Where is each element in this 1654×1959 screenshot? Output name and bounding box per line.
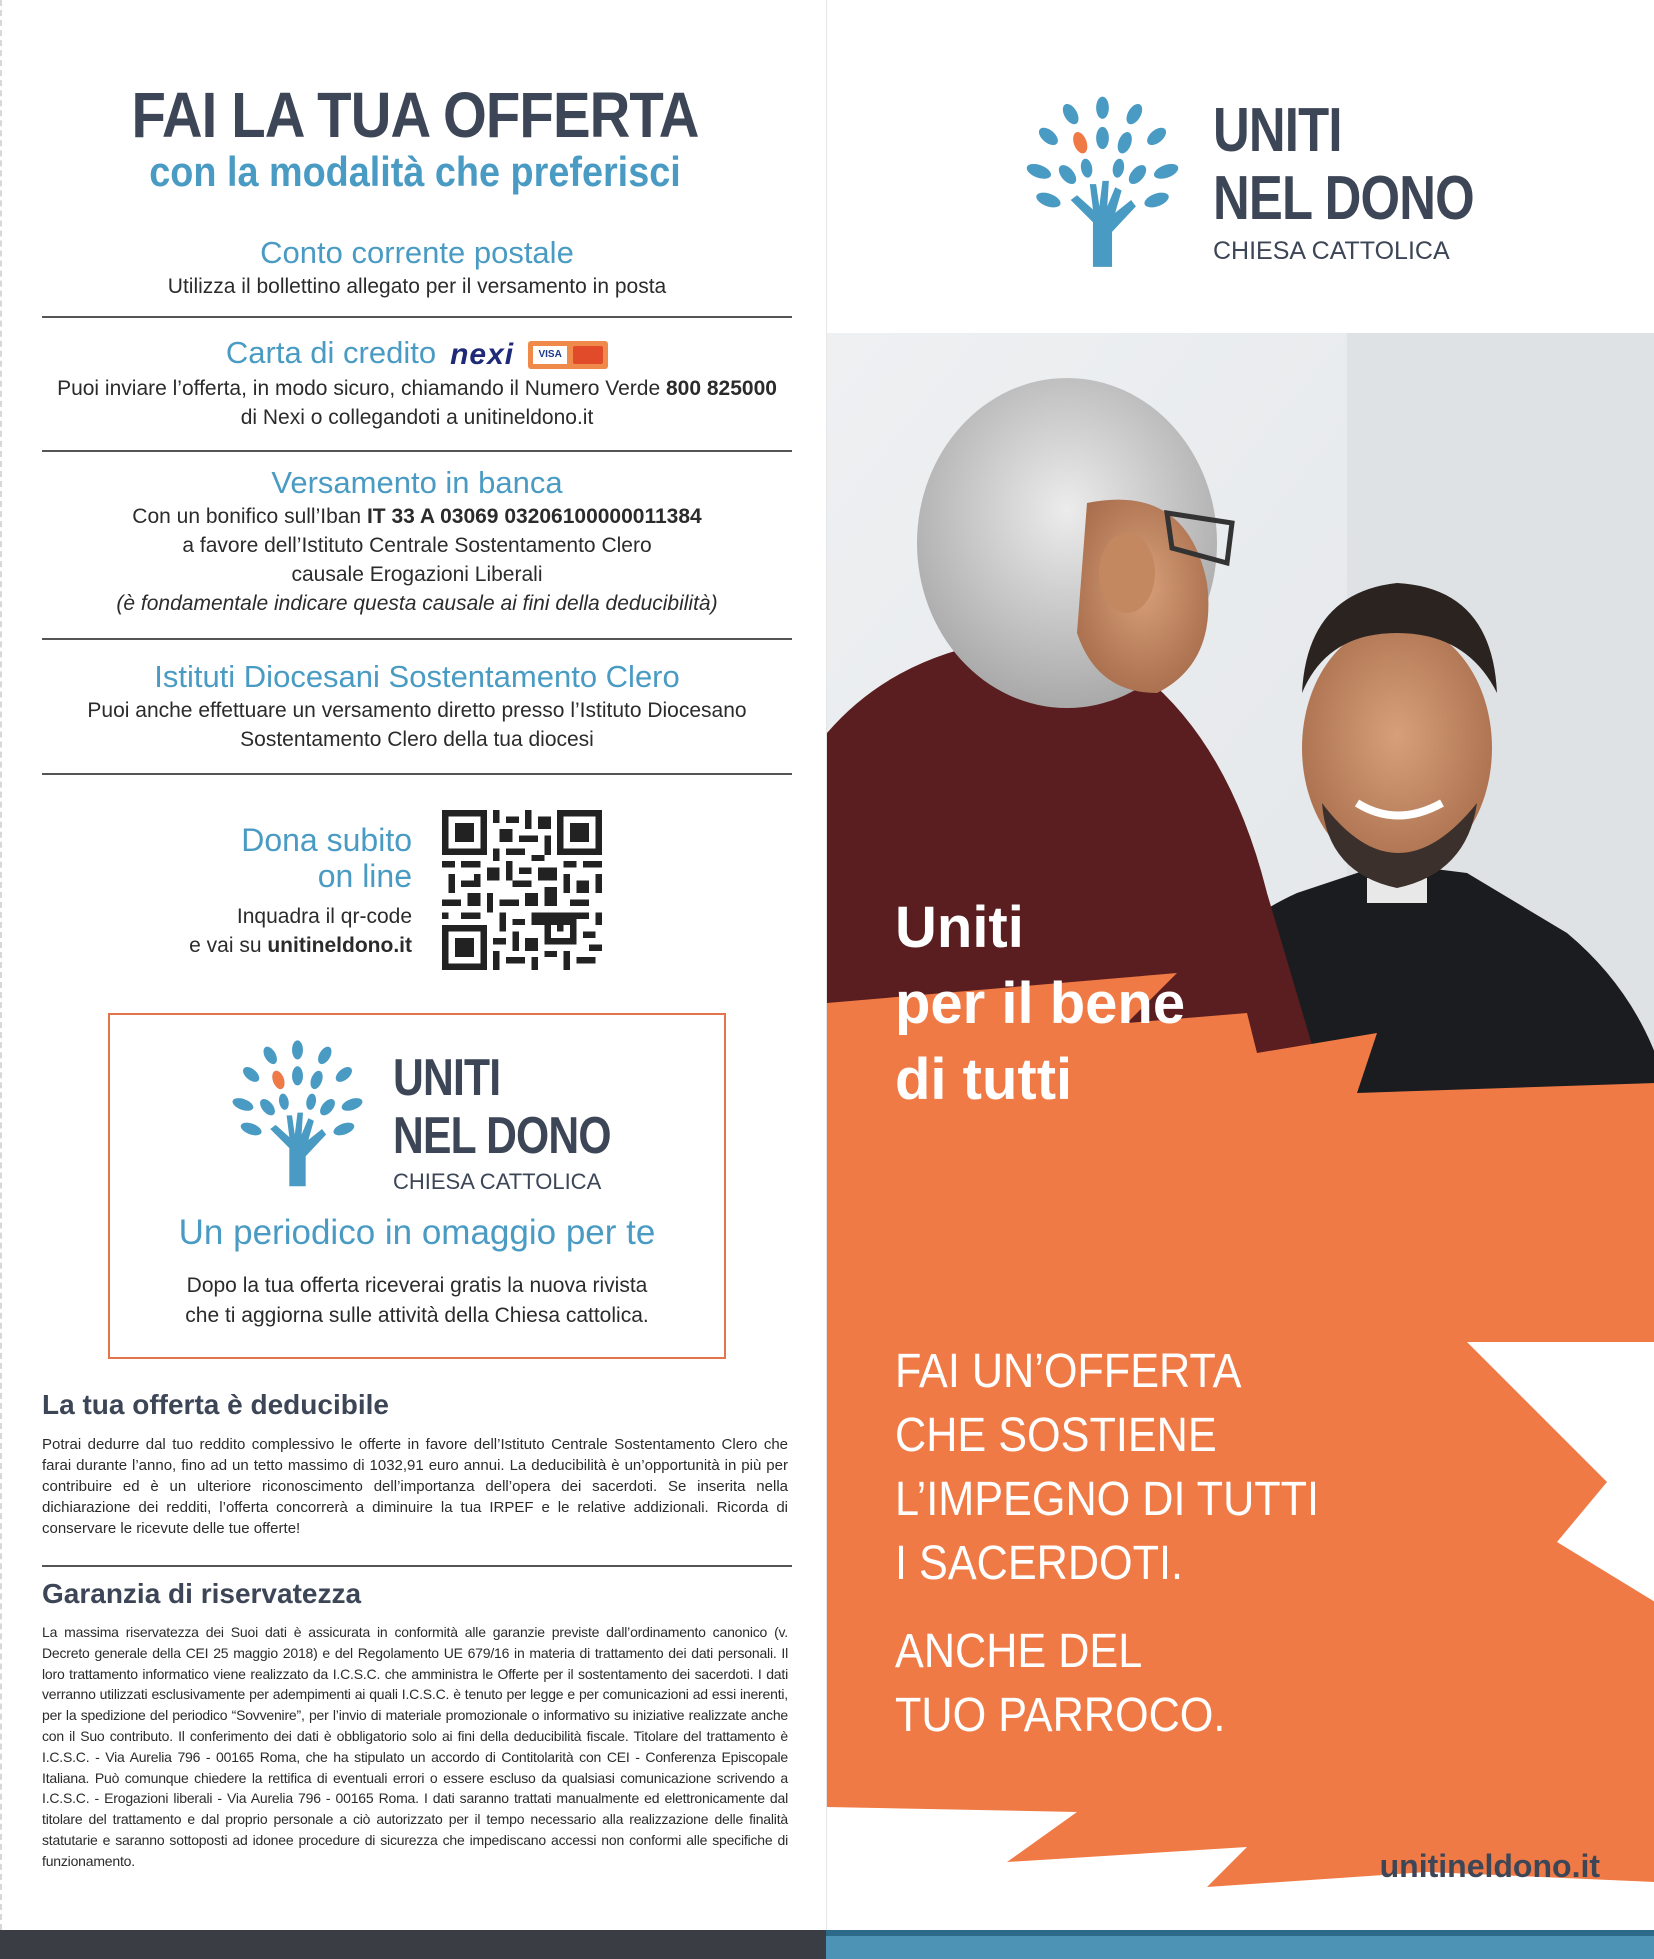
headline-1: Uniti bbox=[895, 895, 1024, 960]
dona-text-1: Inquadra il qr-code bbox=[236, 905, 412, 928]
logo-text bbox=[393, 1049, 659, 1195]
dona-site: unitineldono.it bbox=[267, 934, 412, 957]
logo-uniti: UNITI bbox=[1213, 96, 1342, 165]
divider bbox=[42, 773, 792, 775]
riservatezza-heading: Garanzia di riservatezza bbox=[42, 1578, 362, 1609]
divider bbox=[42, 316, 792, 318]
diocesani-text-1: Puoi anche effettuare un versamento diretto presso l’Istituto Diocesano bbox=[87, 699, 747, 722]
logo-uniti: UNITI bbox=[393, 1049, 501, 1107]
divider bbox=[42, 450, 792, 452]
diocesani-heading: Istituti Diocesani Sostentamento Clero bbox=[154, 659, 680, 694]
cta-4: I SACERDOTI. bbox=[895, 1537, 1184, 1590]
nexi-logo: nexi bbox=[450, 337, 515, 371]
dona-online bbox=[152, 822, 412, 960]
divider bbox=[42, 638, 792, 640]
banca-text-4: (è fondamentale indicare questa causale ai fini della deducibilità) bbox=[116, 592, 718, 615]
carta-heading: Carta di credito bbox=[225, 335, 437, 370]
periodico-heading: Un periodico in omaggio per te bbox=[178, 1213, 656, 1252]
headline-2: per il bene bbox=[895, 971, 1186, 1036]
dona-heading-1: Dona subito bbox=[241, 822, 412, 858]
call-to-action bbox=[895, 1340, 1319, 1596]
periodico-box bbox=[108, 1013, 726, 1359]
credit-cards-icon bbox=[528, 341, 608, 369]
carta-text-1: Puoi inviare l’offerta, in modo sicuro, chiamando il Numero Verde bbox=[57, 377, 666, 400]
banca-text-2: a favore dell’Istituto Centrale Sostentamento Clero bbox=[182, 534, 652, 557]
postale-text: Utilizza il bollettino allegato per il versamento in posta bbox=[167, 275, 667, 298]
main-subtitle: con la modalità che preferisci bbox=[149, 148, 681, 195]
diocesani-text-2: Sostentamento Clero della tua diocesi bbox=[240, 728, 594, 751]
tree-hand-logo bbox=[225, 1039, 370, 1189]
deducibile-text: Potrai dedurre dal tuo reddito complessivo le offerte in favore dell’Istituto Centrale Sostentamento Clero che farai durante l’anno, fino ad un tetto massimo di 1032,91 euro annui. La deducibilità è un’opportunità in più per contribuire ed è un ulteriore riconoscimento dell’importanza dell’opera dei sacerdoti. Se inserita nella dichiarazione dei redditi, l’offerta concorrerà a diminuire la tua IRPEF e le relative addizionali. Ricorda di conservare le ricevute delle tue offerte! bbox=[42, 1436, 788, 1537]
section-banca bbox=[42, 464, 792, 618]
dona-text-2: e vai su bbox=[189, 934, 268, 957]
banca-text-3: causale Erogazioni Liberali bbox=[291, 563, 543, 586]
mastercard-icon bbox=[573, 346, 603, 364]
deducibile-heading: La tua offerta è deducibile bbox=[42, 1389, 389, 1420]
iban: IT 33 A 03069 03206100000011384 bbox=[366, 505, 702, 528]
left-panel bbox=[0, 0, 828, 1930]
banca-text-1: Con un bonifico sull’Iban bbox=[132, 505, 367, 528]
call-to-action-2 bbox=[895, 1620, 1225, 1748]
section-diocesani bbox=[42, 658, 792, 754]
website-link[interactable]: unitineldono.it bbox=[1379, 1848, 1600, 1884]
bottom-strip-accent bbox=[826, 1930, 1654, 1936]
cta-1: FAI UN’OFFERTA bbox=[895, 1345, 1242, 1398]
numero-verde: 800 825000 bbox=[665, 377, 777, 400]
riservatezza-text: La massima riservatezza dei Suoi dati è assicurata in conformità alle garanzie previste dall’ordinamento canonico (v. Decreto generale della CEI 25 maggio 2018) e del Regolamento UE 679/16 in materia di trattamento dei dati personali. Il loro trattamento informatico viene realizzato da I.C.S.C. che amministra le Offerte per il sostentamento dei sacerdoti. I dati verranno utilizzati esclusivamente per adempimenti ai quali I.C.S.C. è tenuto per legge e per comunicazioni ad essi inerenti, per la spedizione del periodico “Sovvenire”, per l’invio di materiale promozionale o informativo su iniziative realizzate anche con il Suo contributo. Il conferimento dei dati è obbligatorio solo ai fini della deducibilità fiscale. Titolare del trattamento è I.C.S.C. - Via Aurelia 796 - 00165 Roma, che ha stipulato un accordo di Contitolarità con CEI - Conferenza Episcopale Italiana. Può comunque chiedere la rettifica di eventuali errori o essere escluso da qualsiasi comunicazione scrivendo a I.C.S.C. - Erogazioni liberali - Via Aurelia 796 - 00165 Roma. I dati saranno trattati manualmente ed elettronicamente dal titolare del trattamento e dal proprio personale a ciò autorizzato per il tempo necessario alla realizzazione delle finalità statutarie e saranno sottoposti ad idonee procedure di sicurezza che impediscano accessi non conformi alle specifiche di funzionamento. bbox=[42, 1624, 788, 1869]
logo-text bbox=[1213, 97, 1531, 266]
periodico-text-1: Dopo la tua offerta riceverai gratis la nuova rivista bbox=[186, 1274, 648, 1297]
tree-hand-logo bbox=[1015, 95, 1190, 270]
carta-text-2: di Nexi o collegandoti a unitineldono.it bbox=[240, 406, 594, 429]
logo-chiesa: CHIESA CATTOLICA bbox=[1213, 237, 1450, 265]
banca-heading: Versamento in banca bbox=[271, 465, 563, 500]
photo-priest-and-man bbox=[827, 333, 1654, 1343]
headline-3: di tutti bbox=[895, 1047, 1073, 1112]
main-title: FAI LA TUA OFFERTA bbox=[131, 79, 699, 151]
logo-chiesa: CHIESA CATTOLICA bbox=[393, 1169, 602, 1194]
dona-heading-2: on line bbox=[317, 858, 412, 894]
cta-3: L’IMPEGNO DI TUTTI bbox=[895, 1473, 1320, 1526]
section-postale bbox=[42, 234, 792, 301]
cta-5: ANCHE DEL bbox=[895, 1625, 1143, 1678]
visa-label: VISA bbox=[533, 346, 567, 364]
bottom-strip bbox=[0, 1930, 826, 1959]
section-carta bbox=[42, 334, 792, 432]
cta-6: TUO PARROCO. bbox=[895, 1689, 1226, 1742]
periodico-text-2: che ti aggiorna sulle attività della Chiesa cattolica. bbox=[185, 1304, 649, 1327]
cta-2: CHE SOSTIENE bbox=[895, 1409, 1217, 1462]
right-panel bbox=[826, 0, 1654, 1930]
divider bbox=[42, 1565, 792, 1567]
qr-code[interactable] bbox=[442, 810, 602, 970]
headline bbox=[895, 890, 1185, 1118]
logo-nel-dono: NEL DONO bbox=[393, 1107, 611, 1165]
postale-heading: Conto corrente postale bbox=[260, 235, 574, 270]
logo-nel-dono: NEL DONO bbox=[1213, 164, 1474, 233]
